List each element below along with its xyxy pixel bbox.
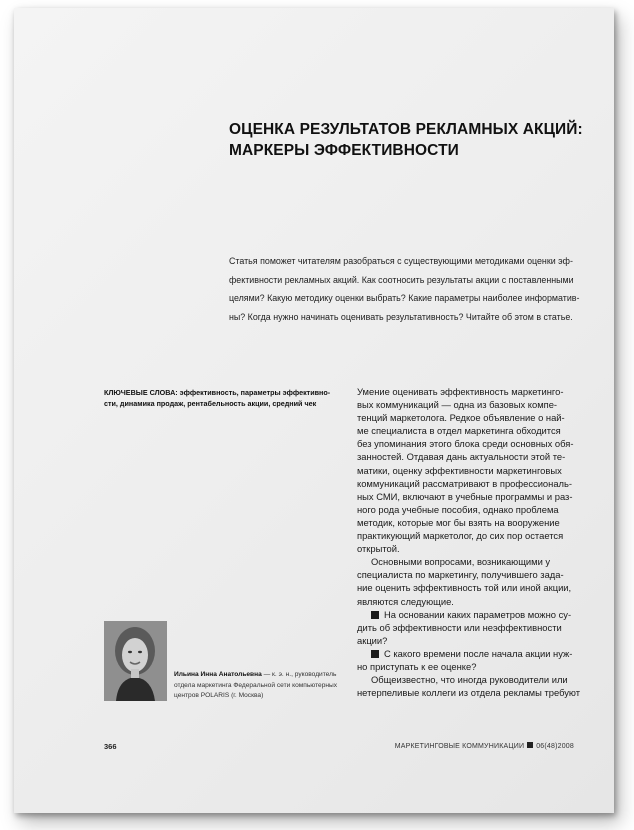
lead-line: ны? Когда нужно начинать оценивать результативность? Читайте об этом в статье. xyxy=(229,311,573,322)
article-body xyxy=(357,385,589,699)
bullet-line: На основании каких параметров можно су- xyxy=(384,608,572,620)
page-number: 366 xyxy=(104,742,117,751)
body-line: Основными вопросами, возникающими у xyxy=(371,556,551,568)
body-line: Общеизвестно, что иногда руководители или xyxy=(371,674,568,686)
body-line: занностей. Отдавая дань актуальности этой те- xyxy=(357,451,566,463)
bullet-item-1 xyxy=(357,608,589,647)
article-title xyxy=(229,119,609,161)
body-line: матики, оценку эффективности маркетинговых xyxy=(357,464,562,476)
lead-line: фективности рекламных акций. Как соотносить результаты акции с поставленными xyxy=(229,274,574,285)
body-line: вых коммуникаций — одна из базовых компе- xyxy=(357,399,558,411)
body-line: являются следующие. xyxy=(357,595,454,607)
lead-line: Статья поможет читателям разобраться с существующими методиками оценки эф- xyxy=(229,256,573,266)
author-degree: — к. э. н., руководитель xyxy=(261,671,337,678)
square-separator-icon xyxy=(527,742,533,748)
bullet-line: акции? xyxy=(357,634,388,646)
body-line: ние оценить эффективность той или иной акции, xyxy=(357,582,572,594)
body-line: без упоминания этого блока среди основных обя- xyxy=(357,438,574,450)
lead-line: целями? Какую методику оценки выбрать? Какие параметры наиболее информатив- xyxy=(229,293,580,303)
body-line: тенций маркетолога. Редкое объявление о най- xyxy=(357,412,565,424)
body-line: Умение оценивать эффективность маркетинго- xyxy=(357,386,564,397)
body-paragraph-1 xyxy=(357,385,589,555)
bullet-line: С какого времени после начала акции нуж- xyxy=(384,647,573,659)
author-line-1 xyxy=(174,670,339,681)
square-bullet-icon xyxy=(371,611,379,619)
title-line-1: ОЦЕНКА РЕЗУЛЬТАТОВ РЕКЛАМНЫХ АКЦИЙ: xyxy=(229,121,583,138)
body-paragraph-2 xyxy=(357,555,589,607)
body-line: открытой. xyxy=(357,543,400,555)
keywords-line-1: КЛЮЧЕВЫЕ СЛОВА: эффективность, параметры эффективно- xyxy=(104,388,331,397)
author-line-2: отдела маркетинга Федеральной сети компьютерных xyxy=(174,681,338,689)
body-line: коммуникаций рассматривают в профессиональ- xyxy=(357,477,573,489)
author-name: Ильина Инна Анатольевна xyxy=(174,671,262,678)
article-lead xyxy=(229,252,589,326)
author-photo xyxy=(104,621,167,701)
journal-name: МАРКЕТИНГОВЫЕ КОММУНИКАЦИИ xyxy=(394,743,525,750)
bullet-item-2 xyxy=(357,647,589,673)
running-footer xyxy=(395,742,574,750)
title-line-2: МАРКЕРЫ ЭФФЕКТИВНОСТИ xyxy=(229,142,459,159)
keywords-block xyxy=(104,387,344,409)
issue-number: 06(48)2008 xyxy=(536,743,574,750)
square-bullet-icon xyxy=(371,650,379,658)
author-portrait-image xyxy=(104,621,167,701)
body-line: нетерпеливые коллеги из отдела рекламы требуют xyxy=(357,687,581,699)
body-line: специалиста по маркетингу, получившего зада- xyxy=(357,569,564,581)
keywords-line-2: сти, динамика продаж, рентабельность акции, средний чек xyxy=(104,399,317,408)
body-line: ного рода учебные пособия, однако проблема xyxy=(357,503,559,515)
body-line: ных СМИ, включают в учебные программы и раз- xyxy=(357,490,573,502)
author-line-3: центров POLARIS (г. Москва) xyxy=(174,692,264,699)
bullet-line: но приступать к ее оценке? xyxy=(357,660,477,672)
magazine-page xyxy=(14,8,614,813)
bullet-line: дить об эффективности или неэффективности xyxy=(357,621,562,633)
body-paragraph-3 xyxy=(357,673,589,699)
author-info xyxy=(174,670,339,702)
body-line: ме специалиста в отдел маркетинга обходится xyxy=(357,425,561,437)
body-line: методик, которые мог бы взять на вооружение xyxy=(357,516,560,528)
body-line: практикующий маркетолог, до сих пор остается xyxy=(357,530,564,542)
